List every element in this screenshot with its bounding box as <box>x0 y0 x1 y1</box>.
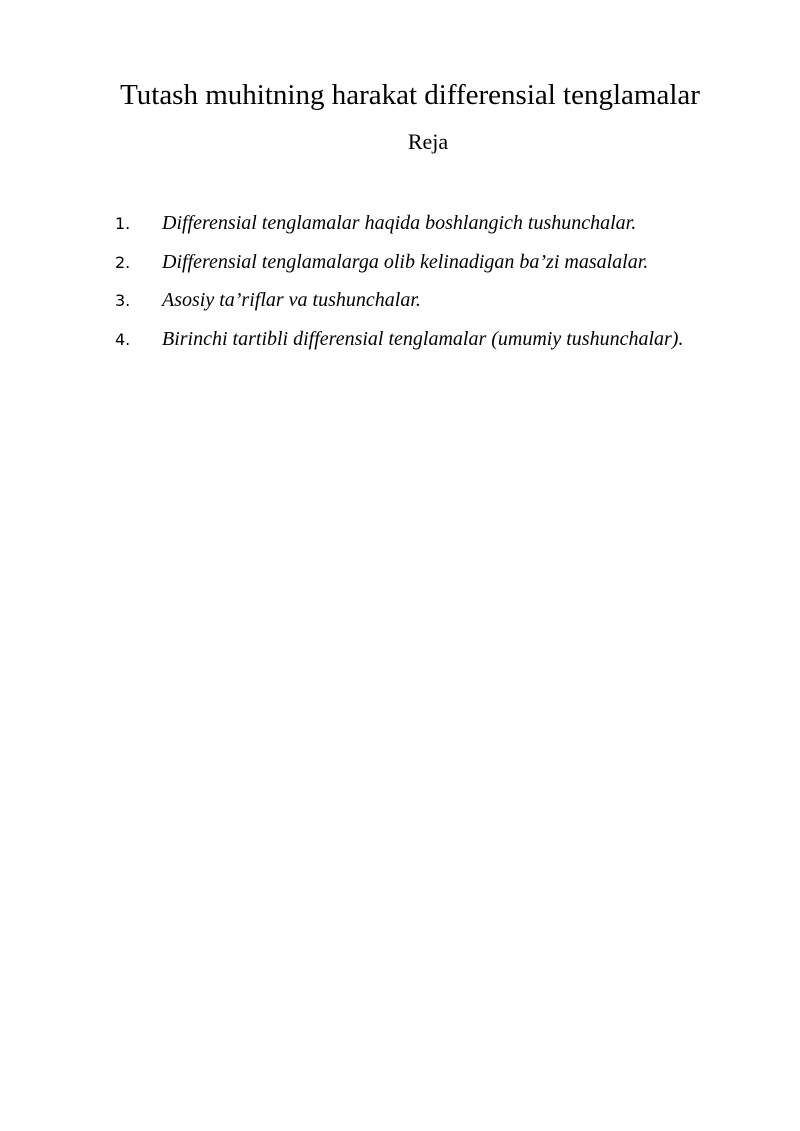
plan-item-text: Differensial tenglamalar haqida boshlangich tushunchalar. <box>162 212 637 234</box>
plan-item-number: 4. <box>115 329 131 349</box>
plan-list-item <box>0 245 800 284</box>
plan-list-item <box>0 322 800 361</box>
plan-item-number: 2. <box>115 252 131 272</box>
plan-item-text: Asosiy ta’riflar va tushunchalar. <box>162 289 421 311</box>
plan-item-number: 3. <box>115 291 131 310</box>
document-title: Tutash muhitning harakat differensial tenglamalar <box>120 79 700 111</box>
document-subtitle: Reja <box>407 129 449 154</box>
plan-list-item <box>0 206 800 245</box>
plan-item-number: 1. <box>115 214 131 233</box>
plan-item-text: Birinchi tartibli differensial tenglamalar (umumiy tushunchalar). <box>162 327 684 350</box>
plan-list <box>0 206 800 360</box>
plan-list-item <box>0 283 800 322</box>
plan-item-text: Differensial tenglamalarga olib kelinadigan ba’zi masalalar. <box>162 250 649 273</box>
